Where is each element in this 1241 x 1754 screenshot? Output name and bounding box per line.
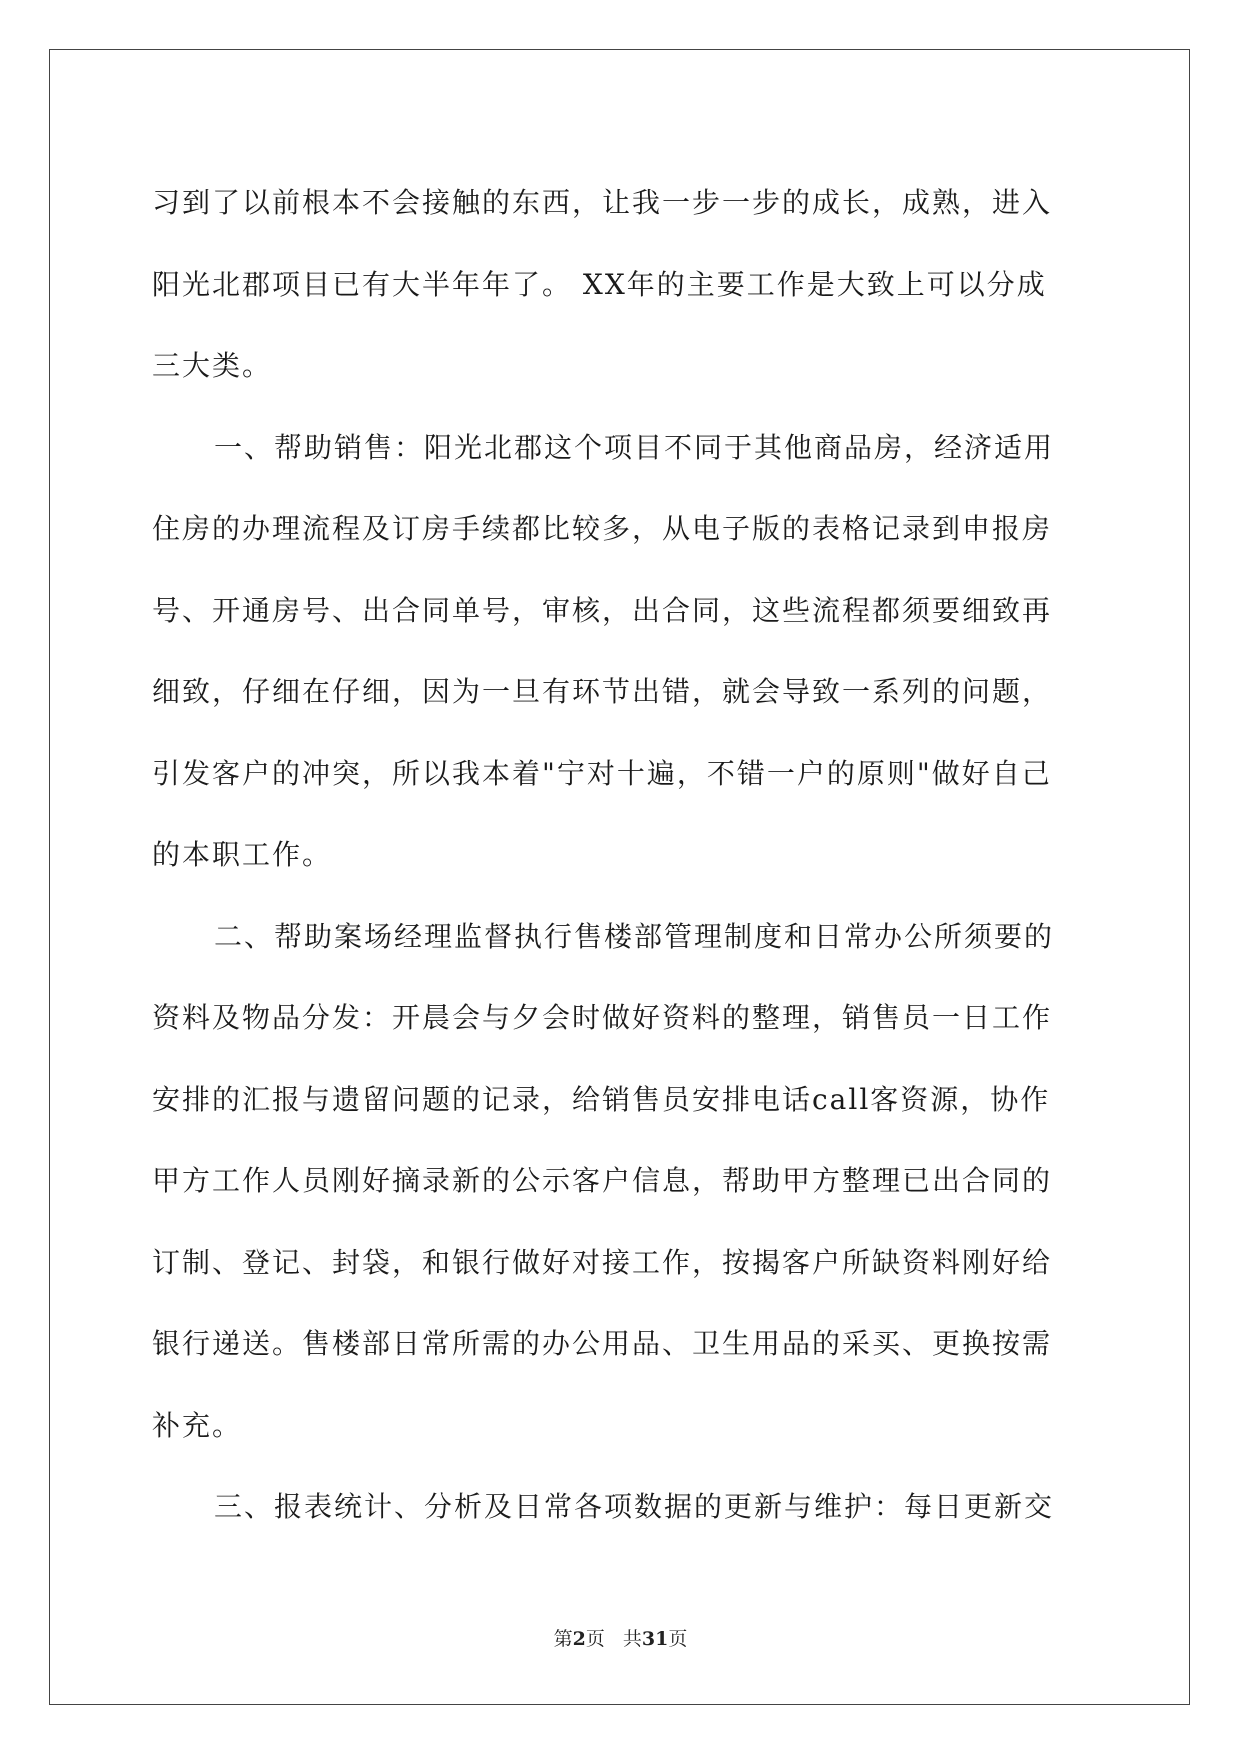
- text-line: 习到了以前根本不会接触的东西，让我一步一步的成长，成熟，进入: [152, 186, 1053, 219]
- document-body: [152, 162, 1092, 1548]
- text-line: 二、帮助案场经理监督执行售楼部管理制度和日常办公所须要的: [214, 919, 1055, 953]
- paragraph-sales-help: [152, 407, 1092, 896]
- total-label-prefix: 共: [622, 1628, 642, 1650]
- text-line: 银行递送。售楼部日常所需的办公用品、卫生用品的采买、更换按需: [152, 1327, 1053, 1360]
- text-line: 三、报表统计、分析及日常各项数据的更新与维护：每日更新交: [214, 1490, 1055, 1523]
- page-footer: [0, 1624, 1241, 1651]
- text-line: 细致，仔细在仔细，因为一旦有环节出错，就会导致一系列的问题，: [152, 675, 1053, 708]
- text-line: 补充。: [152, 1408, 243, 1442]
- text-line: 资料及物品分发：开晨会与夕会时做好资料的整理，销售员一日工作: [152, 1001, 1053, 1034]
- text-line: 三大类。: [152, 349, 273, 382]
- text-line: 订制、登记、封袋，和银行做好对接工作，按揭客户所缺资料刚好给: [152, 1245, 1053, 1279]
- text-line: 住房的办理流程及订房手续都比较多，从电子版的表格记录到申报房: [152, 512, 1053, 545]
- current-page-number: 2: [572, 1628, 586, 1650]
- paragraph-reports: [152, 1466, 1092, 1548]
- text-line: 引发客户的冲突，所以我本着"宁对十遍，不错一户的原则"做好自己: [152, 756, 1052, 790]
- text-line: 一、帮助销售：阳光北郡这个项目不同于其他商品房，经济适用: [214, 430, 1055, 464]
- paragraph-intro-continued: [152, 162, 1092, 407]
- page-label-suffix: 页: [585, 1628, 605, 1650]
- total-label-suffix: 页: [668, 1628, 688, 1650]
- text-line: 的本职工作。: [152, 838, 333, 871]
- text-line: 甲方工作人员刚好摘录新的公示客户信息，帮助甲方整理已出合同的: [152, 1164, 1053, 1197]
- page-label-prefix: 第: [553, 1628, 573, 1650]
- text-line: 安排的汇报与遗留问题的记录，给销售员安排电话call客资源，协作: [152, 1082, 1051, 1116]
- paragraph-office-management: [152, 896, 1092, 1467]
- total-page-count: 31: [641, 1628, 669, 1650]
- text-line: 号、开通房号、出合同单号，审核，出合同，这些流程都须要细致再: [152, 593, 1053, 627]
- text-line: 阳光北郡项目已有大半年年了。 XX年的主要工作是大致上可以分成: [152, 267, 1047, 301]
